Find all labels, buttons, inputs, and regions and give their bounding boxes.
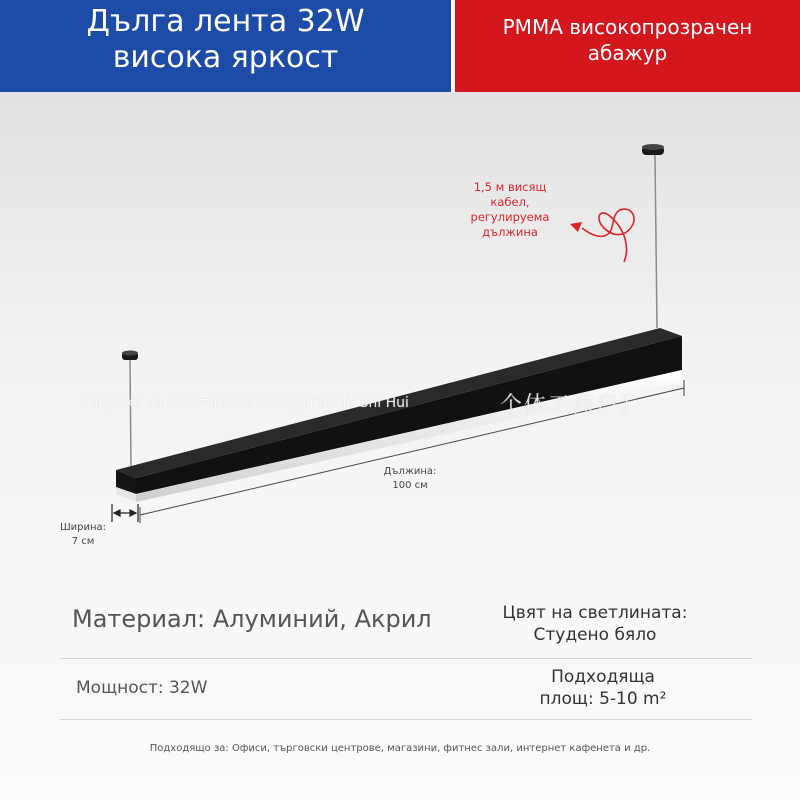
width-label bbox=[48, 521, 118, 549]
right-ceiling-canopy bbox=[642, 144, 664, 155]
watermark-text: Фабрика за осветление Zhongshan Te Shi Hui bbox=[78, 395, 409, 411]
cable-length-note bbox=[455, 180, 565, 240]
header-title-line1: Дълга лента 32W bbox=[86, 4, 365, 39]
product-illustration bbox=[0, 92, 800, 592]
cable-note-line2: кабел, bbox=[490, 195, 530, 209]
left-suspension-cable bbox=[130, 360, 131, 468]
cable-note-line3: регулируема bbox=[470, 210, 550, 224]
width-label-value: 7 см bbox=[71, 536, 95, 547]
spec-area-value: площ: 5-10 m² bbox=[539, 689, 667, 709]
spec-divider-1 bbox=[60, 658, 752, 659]
cable-note-line4: дължина bbox=[482, 225, 538, 239]
header-title-line2: висока яркост bbox=[112, 40, 339, 75]
header-feature-line1: PMMA високопрозрачен bbox=[502, 15, 753, 39]
header-banner-left bbox=[0, 0, 451, 92]
spec-material: Материал: Алуминий, Акрил bbox=[72, 605, 432, 633]
spec-light-color bbox=[480, 602, 710, 646]
suitable-for-text: Подходящо за: Офиси, търговски центрове, магазини, фитнес зали, интернет кафенета и др. bbox=[149, 743, 651, 754]
cable-note-line1: 1,5 м висящ bbox=[473, 180, 547, 194]
width-dimension-line bbox=[112, 504, 138, 522]
spec-light-color-value: Студено бяло bbox=[533, 625, 657, 645]
spec-divider-2 bbox=[60, 719, 752, 720]
header-feature-line2: абажур bbox=[587, 41, 668, 65]
length-label-title: Дължина: bbox=[383, 466, 437, 477]
right-suspension-cable bbox=[655, 155, 657, 328]
spec-area bbox=[488, 666, 718, 710]
width-label-title: Ширина: bbox=[59, 522, 107, 533]
spec-light-color-label: Цвят на светлината: bbox=[502, 603, 688, 623]
watermark-cn-text: 个体工商户） bbox=[500, 393, 645, 418]
left-ceiling-canopy bbox=[122, 351, 138, 361]
spec-area-label: Подходяща bbox=[551, 667, 655, 687]
spec-power: Мощност: 32W bbox=[76, 678, 208, 698]
length-label-value: 100 см bbox=[392, 480, 428, 491]
header-banner-right bbox=[455, 0, 800, 92]
coiled-cable-icon bbox=[570, 209, 634, 262]
length-label bbox=[370, 465, 450, 493]
